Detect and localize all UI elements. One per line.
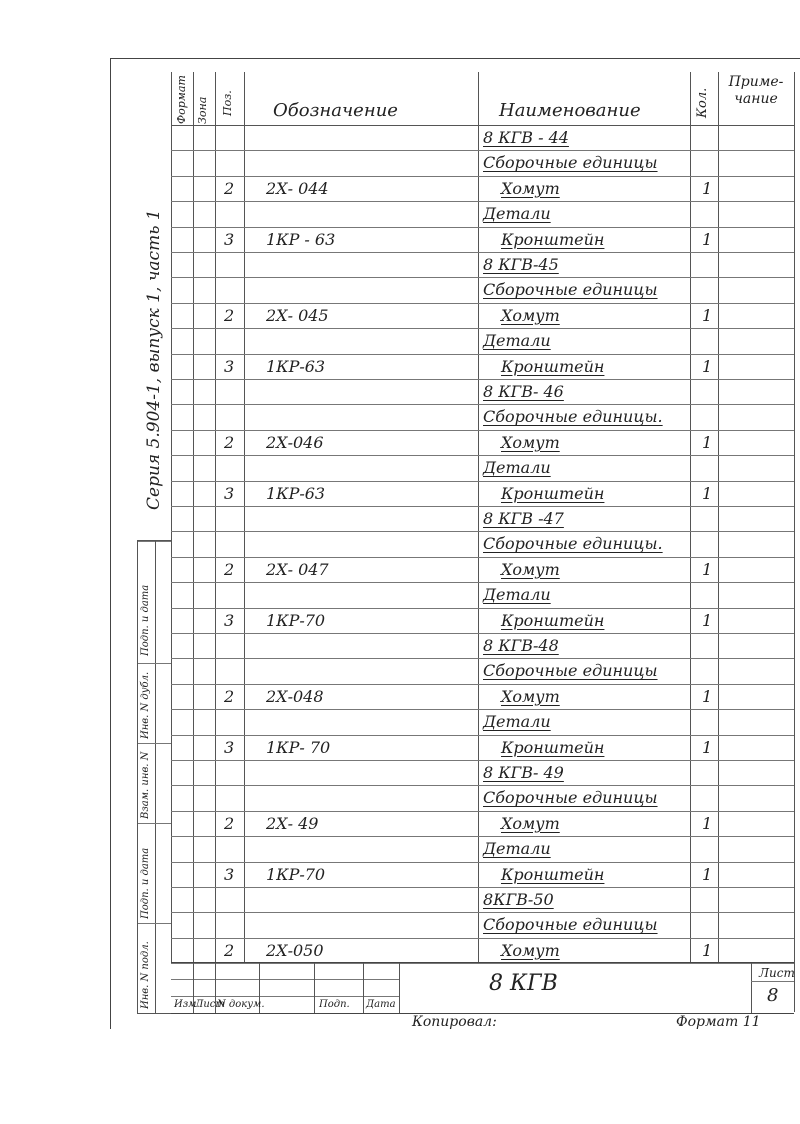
row-pos: 2 — [224, 178, 235, 198]
row-name: Детали — [483, 839, 551, 859]
row-name: Кронштейн — [501, 483, 605, 503]
table-row — [171, 176, 794, 201]
table-row — [171, 404, 794, 429]
tb-doc-no: N докум. — [217, 999, 265, 1010]
sheet-number: 8 — [767, 985, 779, 1006]
table-row — [171, 912, 794, 937]
row-designation: 1КР - 63 — [266, 229, 336, 249]
row-qty: 1 — [702, 864, 713, 884]
table-row — [171, 608, 794, 633]
row-name: Хомут — [501, 686, 560, 706]
row-designation: 2Х-046 — [266, 432, 324, 452]
row-name: 8 КГВ - 44 — [483, 128, 569, 147]
row-name: Детали — [483, 204, 551, 224]
row-name: Кронштейн — [501, 356, 605, 376]
row-designation: 1КР-70 — [266, 864, 326, 884]
row-name: Сборочные единицы — [483, 788, 658, 808]
doc-code: 8 КГВ — [489, 971, 558, 996]
row-name: Сборочные единицы — [483, 153, 658, 173]
table-row — [171, 125, 794, 150]
table-row — [171, 506, 794, 531]
stamp-podp-data-1: Подп. и дата — [140, 584, 151, 656]
table-row — [171, 582, 794, 607]
stamp-inv-dubl: Инв. N дубл. — [140, 671, 151, 739]
table-row — [171, 430, 794, 455]
table-row — [171, 684, 794, 709]
table-row — [171, 455, 794, 480]
table-row — [171, 633, 794, 658]
table-row — [171, 887, 794, 912]
table-row — [171, 481, 794, 506]
left-stamp-strip — [137, 540, 172, 1014]
row-name: Сборочные единицы — [483, 915, 658, 935]
stamp-podp-data-2: Подп. и дата — [140, 847, 151, 919]
row-qty: 1 — [702, 483, 713, 503]
row-name: 8 КГВ -47 — [483, 509, 564, 528]
row-designation: 2Х-050 — [266, 940, 324, 960]
table-row — [171, 760, 794, 785]
table-row — [171, 303, 794, 328]
row-qty: 1 — [702, 178, 713, 198]
row-name: 8КГВ-50 — [483, 890, 554, 909]
series-title: Серия 5.904-1, выпуск 1, часть 1 — [144, 209, 164, 510]
row-name: 8 КГВ- 46 — [483, 382, 564, 401]
tb-izm: Изм. — [174, 999, 200, 1010]
row-name: Детали — [483, 712, 551, 732]
row-qty: 1 — [702, 813, 713, 833]
table-row — [171, 227, 794, 252]
row-name: Кронштейн — [501, 737, 605, 757]
row-name: 8 КГВ-45 — [483, 255, 559, 274]
table-row — [171, 836, 794, 861]
row-name: Хомут — [501, 940, 560, 960]
row-qty: 1 — [702, 432, 713, 452]
row-pos: 2 — [224, 940, 235, 960]
row-qty: 1 — [702, 559, 713, 579]
header-note: Приме-чание — [728, 74, 784, 107]
tb-list: Лист — [195, 999, 225, 1010]
row-designation: 2Х-048 — [266, 686, 324, 706]
table-row — [171, 354, 794, 379]
row-qty: 1 — [702, 940, 713, 960]
row-qty: 1 — [702, 737, 713, 757]
row-pos: 2 — [224, 432, 235, 452]
row-pos: 3 — [224, 356, 235, 376]
row-name: Кронштейн — [501, 610, 605, 630]
table-row — [171, 557, 794, 582]
title-block — [171, 962, 794, 1014]
row-qty: 1 — [702, 610, 713, 630]
header-pos: Поз. — [221, 90, 234, 116]
header-designation: Обозначение — [273, 100, 398, 121]
row-name: Хомут — [501, 178, 560, 198]
table-row — [171, 328, 794, 353]
row-pos: 3 — [224, 483, 235, 503]
row-designation: 1КР-63 — [266, 356, 326, 376]
tb-podp: Подп. — [319, 999, 350, 1010]
copied-by: Копировал: — [412, 1014, 497, 1030]
table-row — [171, 531, 794, 556]
row-pos: 2 — [224, 686, 235, 706]
row-name: Хомут — [501, 305, 560, 325]
row-qty: 1 — [702, 356, 713, 376]
row-name: Кронштейн — [501, 229, 605, 249]
row-designation: 2Х- 044 — [266, 178, 329, 198]
row-name: Кронштейн — [501, 864, 605, 884]
row-pos: 3 — [224, 737, 235, 757]
row-pos: 3 — [224, 864, 235, 884]
table-row — [171, 735, 794, 760]
row-name: Сборочные единицы. — [483, 534, 663, 554]
sheet-label: Лист — [759, 966, 795, 980]
row-designation: 1КР- 70 — [266, 737, 331, 757]
row-qty: 1 — [702, 686, 713, 706]
table-row — [171, 658, 794, 683]
header-format: Формат — [175, 75, 188, 124]
stamp-vzam-inv: Взам. инв. N — [140, 751, 151, 819]
stamp-inv-podl: Инв. N подл. — [140, 941, 151, 1009]
col-line-right — [794, 72, 795, 1012]
table-row — [171, 379, 794, 404]
row-designation: 2Х- 49 — [266, 813, 319, 833]
table-row — [171, 709, 794, 734]
row-designation: 1КР-70 — [266, 610, 326, 630]
row-name: Хомут — [501, 432, 560, 452]
row-name: Хомут — [501, 813, 560, 833]
row-pos: 2 — [224, 559, 235, 579]
row-name: 8 КГВ-48 — [483, 636, 559, 655]
row-name: Хомут — [501, 559, 560, 579]
row-name: 8 КГВ- 49 — [483, 763, 564, 782]
table-row — [171, 862, 794, 887]
tb-data: Дата — [366, 999, 396, 1010]
table-row — [171, 252, 794, 277]
row-pos: 3 — [224, 229, 235, 249]
row-name: Детали — [483, 331, 551, 351]
table-row — [171, 150, 794, 175]
header-name: Наименование — [499, 100, 641, 121]
table-row — [171, 201, 794, 226]
row-qty: 1 — [702, 305, 713, 325]
table-header — [171, 72, 794, 126]
table-row — [171, 785, 794, 810]
row-designation: 2Х- 047 — [266, 559, 329, 579]
row-pos: 2 — [224, 305, 235, 325]
row-name: Детали — [483, 458, 551, 478]
table-row — [171, 277, 794, 302]
header-zone: Зона — [196, 96, 209, 124]
row-pos: 2 — [224, 813, 235, 833]
row-name: Детали — [483, 585, 551, 605]
row-designation: 2Х- 045 — [266, 305, 329, 325]
row-name: Сборочные единицы — [483, 280, 658, 300]
row-designation: 1КР-63 — [266, 483, 326, 503]
row-pos: 3 — [224, 610, 235, 630]
row-name: Сборочные единицы. — [483, 407, 663, 427]
header-qty: Кол. — [695, 87, 710, 118]
format-label: Формат 11 — [676, 1014, 761, 1030]
table-row — [171, 938, 794, 963]
table-row — [171, 811, 794, 836]
row-name: Сборочные единицы — [483, 661, 658, 681]
row-qty: 1 — [702, 229, 713, 249]
